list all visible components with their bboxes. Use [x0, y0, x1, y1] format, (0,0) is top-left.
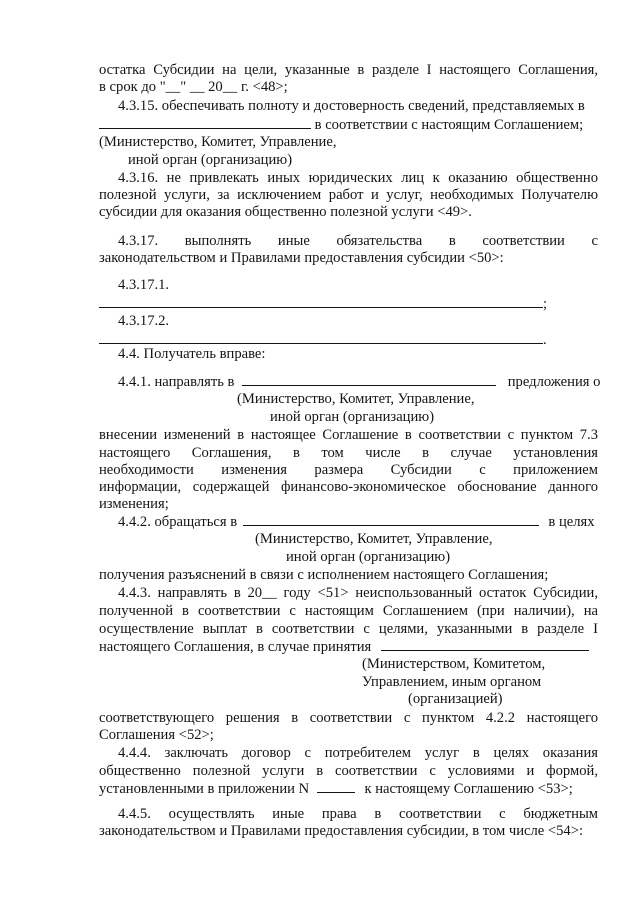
clause-4-4-4-line: 4.4.4. заключать договор с потребителем услуг в целях оказания	[118, 745, 598, 761]
field-hint: иной орган (организацию)	[286, 549, 451, 565]
clause-4-4-3-line: соответствующего решения в соответствии с пунктом 4.2.2 настоящего	[99, 710, 598, 726]
clause-text: в целях	[548, 514, 595, 530]
clause-4-3-15-intro: 4.3.15. обеспечивать полноту и достоверность сведений, представляемых в	[118, 98, 585, 114]
subclause-number: 4.3.17.2.	[118, 313, 170, 329]
clause-text: 4.4.1. направлять в	[118, 374, 235, 390]
blank-field[interactable]	[99, 331, 543, 344]
clause-text: 4.4.2. обращаться в	[118, 514, 238, 530]
clause-4-4-1-line: изменения;	[99, 496, 169, 512]
blank-field[interactable]	[99, 295, 543, 308]
clause-text: установленными в приложении N	[99, 781, 310, 797]
punctuation: .	[543, 332, 547, 348]
clause-text: настоящего Соглашения, в случае принятия	[99, 639, 372, 655]
clause-4-4-1-line: настоящего Соглашения, в том числе в случае установления	[99, 445, 598, 461]
clause-4-3-17-line: законодательством и Правилами предоставления субсидии <50>:	[99, 250, 504, 266]
clause-4-3-17-line: 4.3.17. выполнять иные обязательства в соответствии с	[118, 233, 598, 249]
clause-4-4-1-line: информации, содержащей финансово-экономическое обоснование данного	[99, 479, 598, 495]
clause-4-4-4-line: общественно полезной услуги в соответствии с условиями и формой,	[99, 763, 598, 779]
subclause-blank-line	[99, 295, 547, 313]
field-hint: (Министерство, Комитет, Управление,	[237, 391, 475, 407]
subclause-number: 4.3.17.1.	[118, 277, 170, 293]
continuation-line: в срок до "__" __ 20__ г. <48>;	[99, 79, 288, 95]
field-hint: иной орган (организацию)	[128, 152, 293, 168]
clause-4-3-16-line: субсидии для оказания общественно полезной услуги <49>.	[99, 204, 472, 220]
clause-text: к настоящему Соглашению <53>;	[364, 781, 573, 797]
clause-4-4-2-intro	[118, 513, 598, 531]
clause-4-4-5-line: законодательством и Правилами предоставления субсидии, в том числе <54>:	[99, 823, 584, 839]
punctuation: ;	[543, 296, 548, 312]
clause-4-4-3-line: 4.4.3. направлять в 20__ году <51> неиспользованный остаток Субсидии,	[118, 585, 598, 601]
clause-4-4-1-line: внесении изменений в настоящее Соглашение в соответствии с пунктом 7.3	[99, 427, 598, 443]
clause-text: предложения о	[507, 374, 601, 390]
blank-field[interactable]	[242, 373, 496, 386]
field-hint: (Министерство, Комитет, Управление,	[255, 531, 493, 547]
clause-4-4-2-line: получения разъяснений в связи с исполнением настоящего Соглашения;	[99, 567, 549, 583]
clause-4-4-5-line: 4.4.5. осуществлять иные права в соответствии с бюджетным	[118, 806, 598, 822]
blank-field[interactable]	[317, 780, 355, 793]
field-hint: (Министерством, Комитетом,	[362, 656, 546, 672]
clause-4-4-3-line: осуществление выплат в соответствии с целями, указанными в разделе I	[99, 621, 598, 637]
field-hint: (Министерство, Комитет, Управление,	[99, 134, 337, 150]
clause-4-3-15-line	[99, 116, 583, 134]
clause-4-4-3-line: Соглашения <52>;	[99, 727, 214, 743]
continuation-line: остатка Субсидии на цели, указанные в разделе I настоящего Соглашения,	[99, 62, 598, 78]
clause-4-4-3-line	[99, 638, 589, 656]
clause-4-3-16-line: 4.3.16. не привлекать иных юридических лиц к оказанию общественно	[118, 170, 598, 186]
section-heading: 4.4. Получатель вправе:	[118, 346, 266, 362]
blank-field[interactable]	[381, 638, 589, 651]
blank-field[interactable]	[99, 116, 311, 129]
clause-text: в соответствии с настоящим Соглашением;	[314, 117, 584, 133]
field-hint: (организацией)	[408, 691, 503, 707]
blank-field[interactable]	[243, 513, 539, 526]
clause-4-4-3-line: полученной в соответствии с настоящим Соглашением (при наличии), на	[99, 603, 598, 619]
clause-4-4-1-intro	[118, 373, 601, 391]
clause-4-4-4-line	[99, 780, 573, 798]
clause-4-4-1-line: необходимости изменения размера Субсидии с приложением	[99, 462, 598, 478]
field-hint: иной орган (организацию)	[270, 409, 435, 425]
clause-4-3-16-line: полезной услуги, за исключением работ и услуг, необходимых Получателю	[99, 187, 598, 203]
field-hint: Управлением, иным органом	[362, 674, 542, 690]
